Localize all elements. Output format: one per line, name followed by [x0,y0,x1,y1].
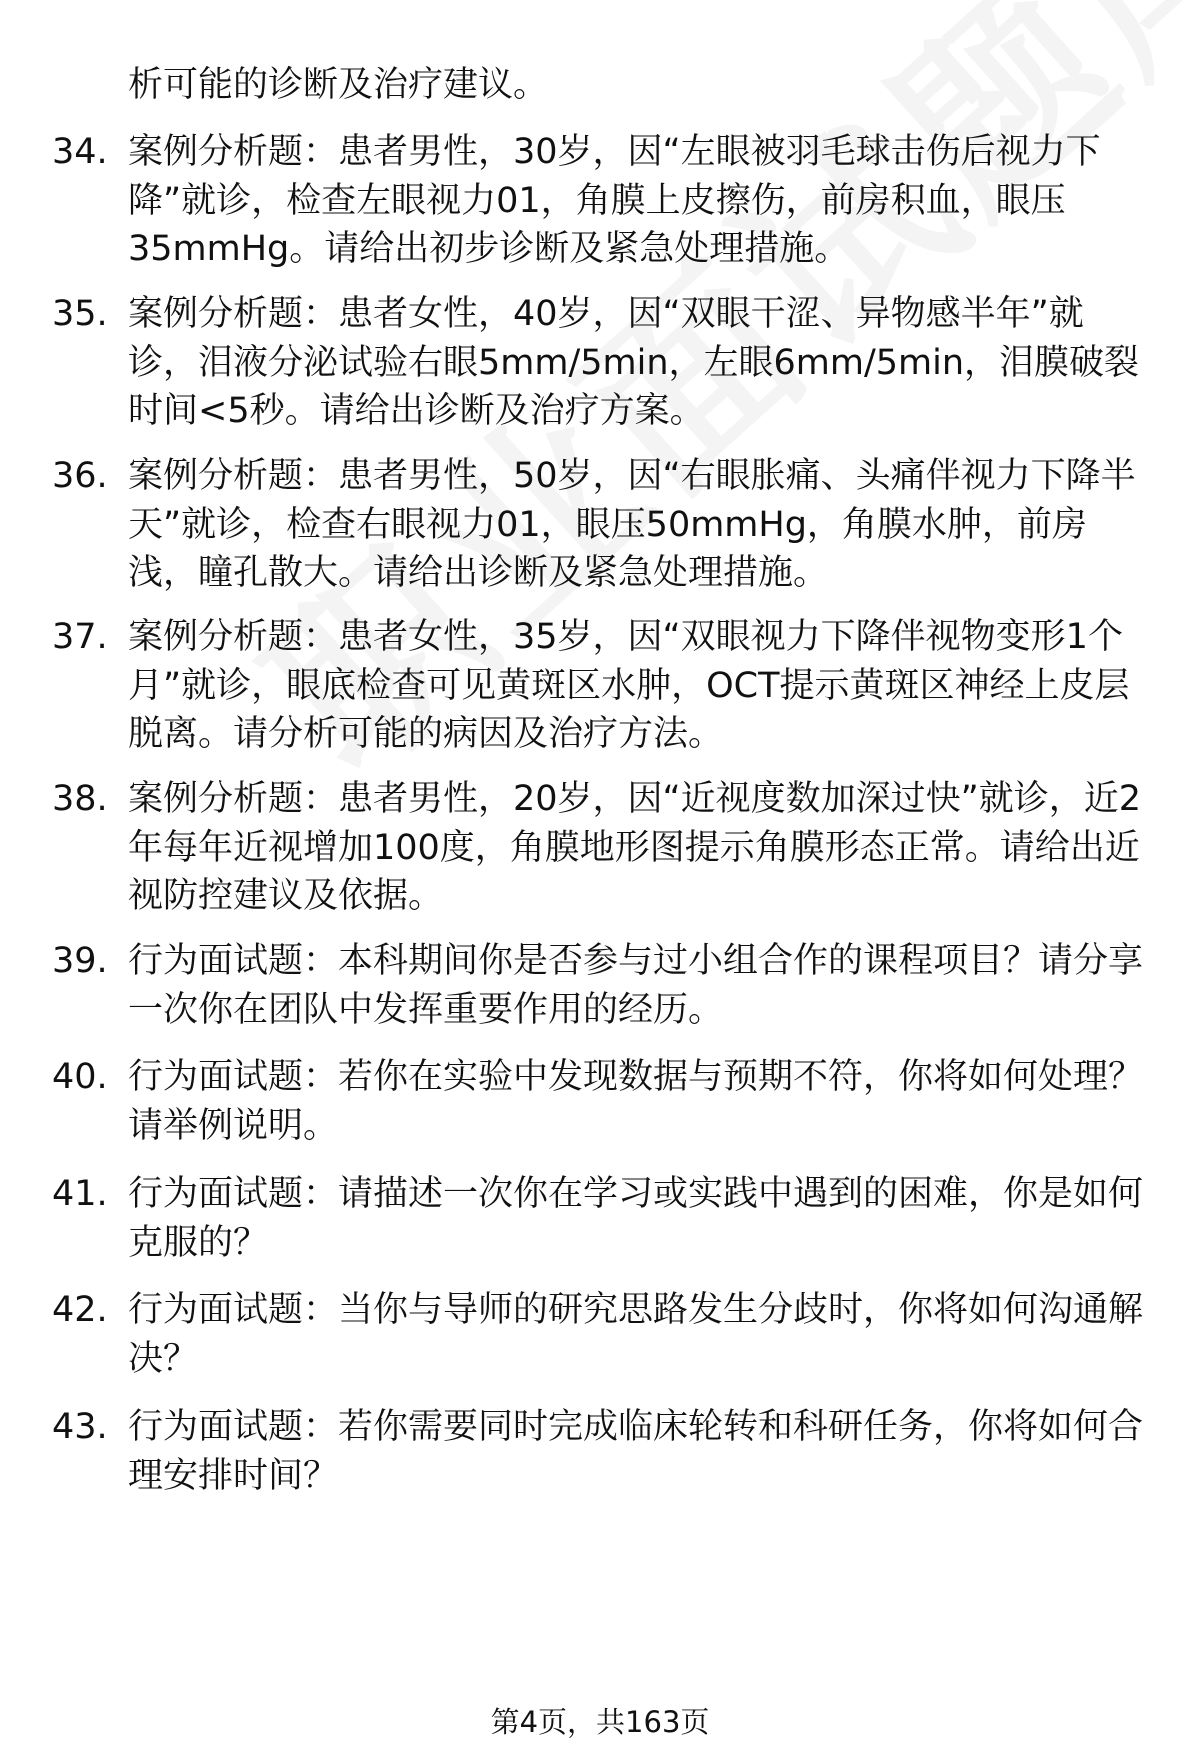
question-number: 40. [52,1057,108,1097]
page-footer: 第4页，共163页 [490,1705,710,1739]
question-item [52,128,1152,274]
question-number: 43. [52,1407,108,1447]
question-item [52,1286,1152,1383]
question-number: 39. [52,941,108,981]
question-number: 34. [52,132,108,172]
question-text: 行为面试题：若你在实验中发现数据与预期不符，你将如何处理？请举例说明。 [128,1057,1144,1146]
question-number: 38. [52,779,108,819]
question-item [52,613,1152,759]
question-text: 行为面试题：若你需要同时完成临床轮转和科研任务，你将如何合理安排时间？ [128,1407,1144,1496]
question-item [52,290,1152,436]
question-number: 37. [52,617,108,657]
question-number: 36. [52,456,108,496]
question-item [52,775,1152,921]
question-number: 35. [52,294,108,334]
question-item [52,452,1152,598]
question-item [52,937,1152,1034]
question-text: 行为面试题：本科期间你是否参与过小组合作的课程项目？请分享一次你在团队中发挥重要作用的经历。 [128,941,1144,1030]
question-text: 行为面试题：当你与导师的研究思路发生分歧时，你将如何沟通解决？ [128,1290,1144,1379]
question-text: 案例分析题：患者男性，50岁，因“右眼胀痛、头痛伴视力下降半天”就诊，检查右眼视力01，眼压50mmHg，角膜水肿，前房浅，瞳孔散大。请给出诊断及紧急处理措施。 [128,456,1136,593]
question-text: 行为面试题：请描述一次你在学习或实践中遇到的困难，你是如何克服的？ [128,1174,1144,1263]
continued-text: 析可能的诊断及治疗建议。 [128,65,549,105]
question-item [52,1403,1152,1500]
question-item [52,1053,1152,1150]
question-text: 案例分析题：患者女性，40岁，因“双眼干涩、异物感半年”就诊，泪液分泌试验右眼5mm/5min，左眼6mm/5min，泪膜破裂时间<5秒。请给出诊断及治疗方案。 [128,294,1140,431]
question-text: 案例分析题：患者女性，35岁，因“双眼视力下降伴视物变形1个月”就诊，眼底检查可见黄斑区水肿，OCT提示黄斑区神经上皮层脱离。请分析可能的病因及治疗方法。 [128,617,1130,754]
question-text: 案例分析题：患者男性，30岁，因“左眼被羽毛球击伤后视力下降”就诊，检查左眼视力01，角膜上皮擦伤，前房积血，眼压35mmHg。请给出初步诊断及紧急处理措施。 [128,132,1101,269]
question-text: 案例分析题：患者男性，20岁，因“近视度数加深过快”就诊，近2年每年近视增加100度，角膜地形图提示角膜形态正常。请给出近视防控建议及依据。 [128,779,1142,916]
question-item [52,1170,1152,1267]
question-number: 42. [52,1290,108,1330]
question-number: 41. [52,1174,108,1214]
